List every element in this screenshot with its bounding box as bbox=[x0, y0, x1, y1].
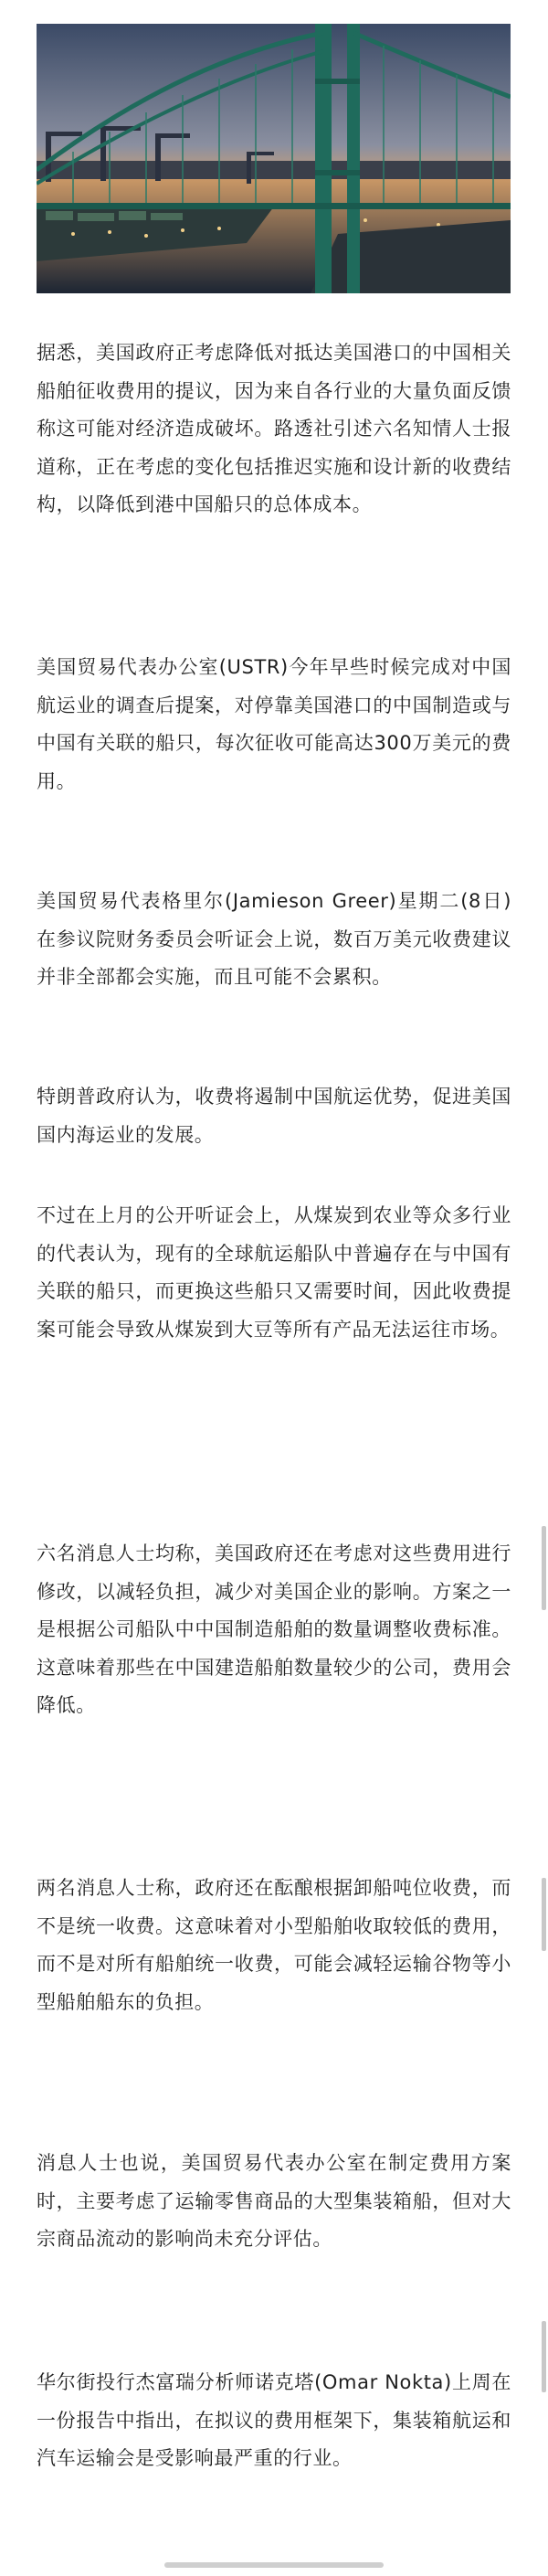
paragraph-ustr-proposal: 美国贸易代表办公室(USTR)今年早些时候完成对中国航运业的调查后提案，对停靠美国港口的中国制造或与中国有关联的船只，每次征收可能高达300万美元的费用。 bbox=[37, 656, 511, 792]
paragraph-lead: 据悉，美国政府正考虑降低对抵达美国港口的中国相关船舶征收费用的提议，因为来自各行业的大量负面反馈称这可能对经济造成破坏。路透社引述六名知情人士报道称，正在考虑的变化包括推迟实施和设计新的收费结构，以降低到港中国船只的总体成本。 bbox=[37, 334, 511, 525]
bridge-port-photo-icon bbox=[37, 24, 511, 293]
scrollbar-marker-3[interactable] bbox=[542, 2321, 546, 2392]
paragraph-greer-testimony: 美国贸易代表格里尔(Jamieson Greer)星期二(8日)在参议院财务委员会听证会上说，数百万美元收费建议并非全部都会实施，而且可能不会累积。 bbox=[37, 890, 511, 988]
scrollbar-marker-1[interactable] bbox=[542, 1526, 546, 1610]
paragraph-container-focus: 消息人士也说，美国贸易代表办公室在制定费用方案时，主要考虑了运输零售商品的大型集装箱船，但对大宗商品流动的影响尚未充分评估。 bbox=[37, 2152, 511, 2250]
paragraph-jefferies-note: 华尔街投行杰富瑞分析师诺克塔(Omar Nokta)上周在一份报告中指出，在拟议的费用框架下，集装箱航运和汽车运输会是受影响最严重的行业。 bbox=[37, 2371, 511, 2469]
paragraph-industry-concerns: 不过在上月的公开听证会上，从煤炭到农业等众多行业的代表认为，现有的全球航运船队中普遍存在与中国有关联的船只，而更换这些船只又需要时间，因此收费提案可能会导致从煤炭到大豆等所有产品无法运往市场。 bbox=[37, 1204, 511, 1341]
paragraph-fee-modifications: 六名消息人士均称，美国政府还在考虑对这些费用进行修改，以减轻负担，减少对美国企业的影响。方案之一是根据公司船队中中国制造船舶的数量调整收费标准。这意味着那些在中国建造船舶数量较少的公司，费用会降低。 bbox=[37, 1542, 511, 1716]
hero-image bbox=[37, 24, 511, 293]
paragraph-tonnage-fees: 两名消息人士称，政府还在酝酿根据卸船吨位收费，而不是统一收费。这意味着对小型船舶收取较低的费用，而不是对所有船舶统一收费，可能会减轻运输谷物等小型船舶船东的负担。 bbox=[37, 1877, 511, 2013]
paragraph-trump-admin: 特朗普政府认为，收费将遏制中国航运优势，促进美国国内海运业的发展。 bbox=[37, 1086, 511, 1146]
scrollbar-marker-2[interactable] bbox=[542, 1878, 546, 1951]
home-indicator[interactable] bbox=[164, 2562, 384, 2568]
